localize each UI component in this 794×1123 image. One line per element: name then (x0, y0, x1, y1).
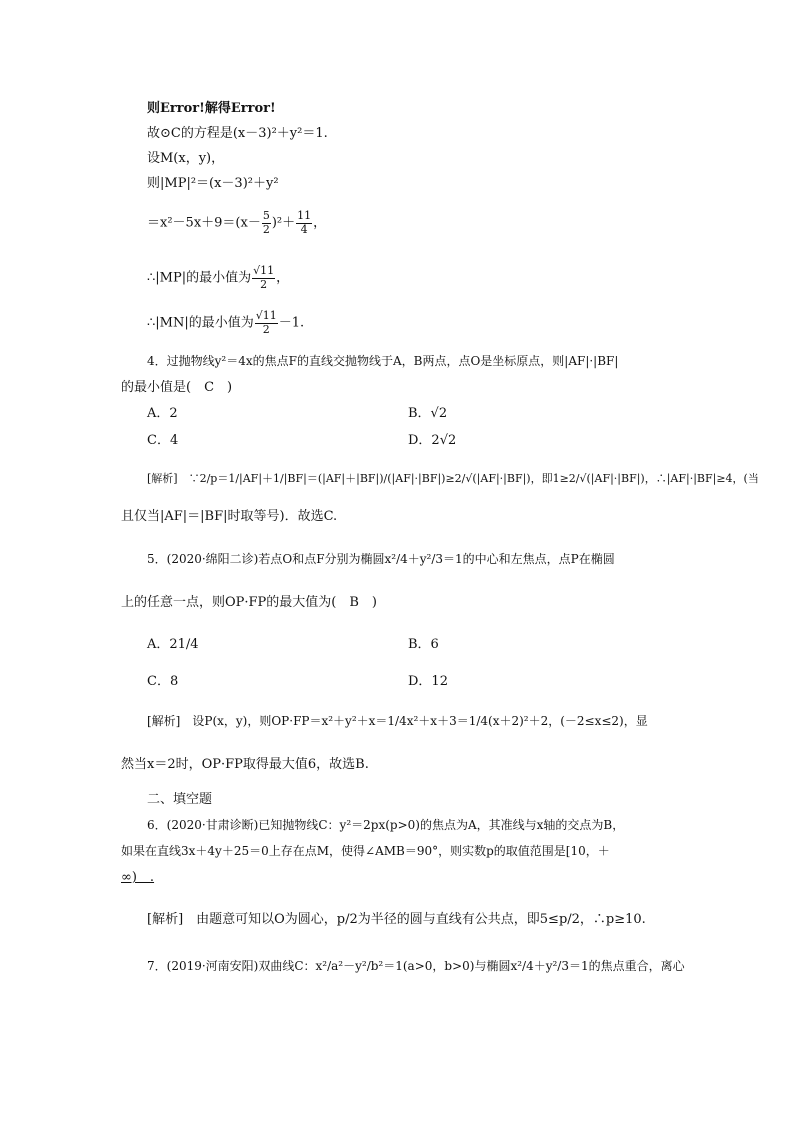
expr-part: ， (276, 270, 290, 286)
expr-part: ∴|MN|的最小值为 (147, 315, 254, 331)
question-4-solution-cont: 且仅当|AF|＝|BF|时取等号)．故选C. (121, 509, 338, 524)
denominator: 2 (262, 222, 270, 236)
q5-option-c: C．8 (147, 674, 179, 689)
solution-line-5 (147, 210, 326, 236)
expr-part: －1. (278, 315, 305, 331)
question-5-solution-cont: 然当x＝2时，OP·FP取得最大值6，故选B. (121, 757, 369, 772)
q4-option-d: D．2√2 (408, 433, 457, 448)
question-4-stem: 4．过抛物线y²＝4x的焦点F的直线交抛物线于A，B两点，点O是坐标原点，则|AF|·|BF| (147, 354, 619, 368)
q4-option-c: C．4 (147, 433, 179, 448)
expr-part: ∴|MP|的最小值为 (147, 270, 252, 286)
question-5-solution: [解析] 设P(x，y)，则OP·FP＝x²＋y²＋x＝1/4x²＋x＋3＝1/4(x＋2)²＋2，(－2≤x≤2)，显 (147, 714, 648, 728)
solution-line-2: 故⊙C的方程是(x－3)²＋y²＝1. (147, 126, 328, 141)
solution-line-4: 则|MP|²＝(x－3)²＋y² (147, 176, 279, 191)
solution-line-6 (147, 265, 289, 291)
question-5-stem: 5．(2020·绵阳二诊)若点O和点F分别为椭圆x²/4＋y²/3＝1的中心和左焦点，点P在椭圆 (147, 552, 615, 566)
solution-line-1: 则Error!解得Error! (147, 101, 276, 116)
fraction (296, 210, 312, 236)
question-6-answer-tail: ∞) . (121, 870, 155, 885)
question-6-stem-cont: 如果在直线3x＋4y＋25＝0上存在点M，使得∠AMB＝90°，则实数p的取值范围是[10，＋ (121, 844, 610, 858)
fraction (255, 310, 278, 336)
denominator: 4 (300, 222, 308, 236)
denominator: 2 (260, 277, 268, 291)
fraction (252, 265, 275, 291)
question-4-stem-cont: 的最小值是( C ) (121, 380, 233, 395)
question-5-stem-cont: 上的任意一点，则OP·FP的最大值为( B ) (121, 595, 378, 610)
q4-option-b: B．√2 (408, 406, 448, 421)
denominator: 2 (262, 322, 270, 336)
numerator: 5 (262, 209, 270, 222)
q5-option-d: D．12 (408, 674, 448, 689)
question-6-solution: [解析] 由题意可知以O为圆心，p/2为半径的圆与直线有公共点，即5≤p/2，∴p≥10. (147, 912, 646, 927)
solution-line-7 (147, 310, 304, 336)
q4-option-a: A．2 (147, 406, 178, 421)
question-4-solution: [解析] ∵2/p＝1/|AF|＋1/|BF|＝(|AF|＋|BF|)/(|AF|·|BF|)≥2/√(|AF|·|BF|)，即1≥2/√(|AF|·|BF|)，∴|AF|·|BF|≥4，(当 (147, 472, 759, 485)
numerator: √11 (255, 309, 277, 322)
numerator: √11 (253, 264, 275, 277)
question-6-stem: 6．(2020·甘肃诊断)已知抛物线C：y²＝2px(p>0)的焦点为A，其准线与x轴的交点为B， (147, 818, 625, 832)
q5-option-a: A．21/4 (147, 637, 199, 652)
section-heading-fill-in: 二、填空题 (147, 792, 213, 807)
expr-part: )²＋ (271, 215, 296, 231)
solution-line-3: 设M(x，y)， (147, 151, 225, 166)
question-7-stem: 7．(2019·河南安阳)双曲线C：x²/a²－y²/b²＝1(a>0，b>0)与椭圆x²/4＋y²/3＝1的焦点重合，离心 (147, 959, 685, 973)
expr-part: ＝x²－5x＋9＝(x－ (147, 215, 261, 231)
fraction (262, 210, 271, 236)
numerator: 11 (297, 209, 312, 222)
expr-part: ， (313, 215, 327, 231)
q5-option-b: B．6 (408, 637, 439, 652)
